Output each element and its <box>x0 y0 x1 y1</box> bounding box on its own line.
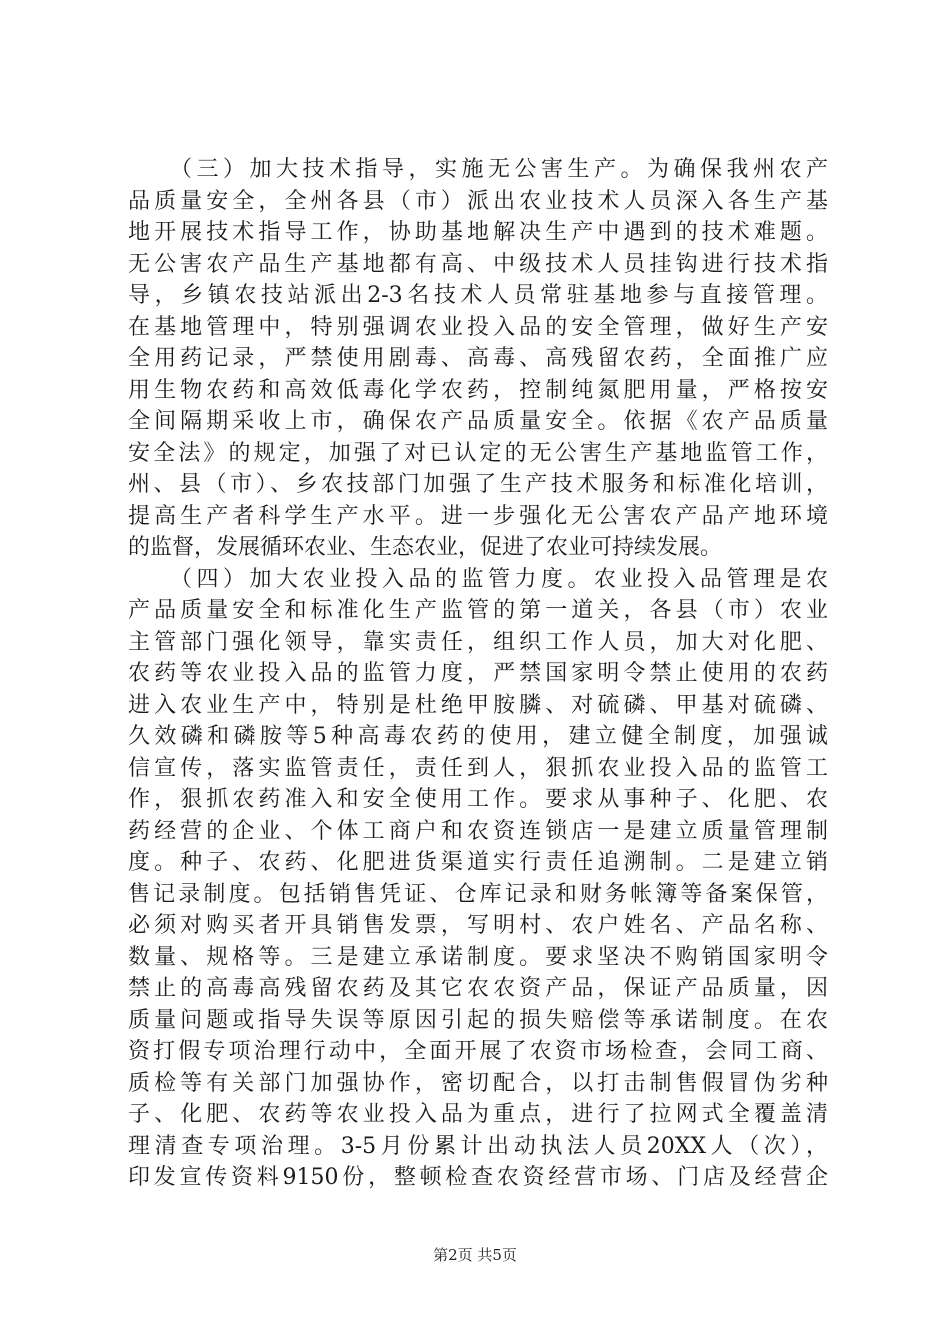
page-number-footer: 第2页 共5页 <box>433 1246 517 1264</box>
text-line: 进入农业生产中，特别是杜绝甲胺膦、对硫磷、甲基对硫磷、 <box>128 692 828 718</box>
text-line: 导，乡镇农技站派出2-3名技术人员常驻基地参与直接管理。 <box>128 283 828 308</box>
text-line: 药经营的企业、个体工商户和农资连锁店一是建立质量管理制 <box>128 818 828 844</box>
text-line: 品质量安全，全州各县（市）派出农业技术人员深入各生产基 <box>128 188 828 214</box>
text-line: 信宣传，落实监管责任，责任到人，狠抓农业投入品的监管工 <box>128 755 828 781</box>
text-line: 作，狠抓农药准入和安全使用工作。要求从事种子、化肥、农 <box>128 787 828 812</box>
text-line: （三）加大技术指导，实施无公害生产。为确保我州农产 <box>128 157 828 182</box>
text-line: 子、化肥、农药等农业投入品为重点，进行了拉网式全覆盖清 <box>128 1102 828 1127</box>
text-line: 主管部门强化领导，靠实责任，组织工作人员，加大对化肥、 <box>128 629 828 655</box>
text-line: 州、县（市）、乡农技部门加强了生产技术服务和标准化培训， <box>128 472 828 497</box>
text-line: 地开展技术指导工作，协助基地解决生产中遇到的技术难题。 <box>128 220 828 245</box>
text-line: 久效磷和磷胺等5种高毒农药的使用，建立健全制度，加强诚 <box>128 724 828 749</box>
text-line: 提高生产者科学生产水平。进一步强化无公害农产品产地环境 <box>128 503 828 529</box>
text-line: 数量、规格等。三是建立承诺制度。要求坚决不购销国家明令 <box>128 944 828 970</box>
text-line: （四）加大农业投入品的监管力度。农业投入品管理是农 <box>128 566 828 592</box>
text-line: 度。种子、农药、化肥进货渠道实行责任追溯制。二是建立销 <box>128 850 828 875</box>
text-line: 无公害农产品生产基地都有高、中级技术人员挂钩进行技术指 <box>128 251 828 277</box>
text-line: 安全法》的规定，加强了对已认定的无公害生产基地监管工作， <box>128 440 828 466</box>
text-line: 质检等有关部门加强协作，密切配合，以打击制售假冒伪劣种 <box>128 1070 828 1096</box>
text-line: 售记录制度。包括销售凭证、仓库记录和财务帐簿等备案保管， <box>128 881 828 907</box>
text-line: 在基地管理中，特别强调农业投入品的安全管理，做好生产安 <box>128 314 828 340</box>
text-line: 用生物农药和高效低毒化学农药，控制纯氮肥用量，严格按安 <box>128 377 828 403</box>
text-line: 资打假专项治理行动中，全面开展了农资市场检查，会同工商、 <box>128 1039 828 1064</box>
text-line: 农药等农业投入品的监管力度，严禁国家明令禁止使用的农药 <box>128 661 828 686</box>
text-line: 全用药记录，严禁使用剧毒、高毒、高残留农药，全面推广应 <box>128 346 828 371</box>
text-line: 全间隔期采收上市，确保农产品质量安全。依据《农产品质量 <box>128 409 828 434</box>
text-line: 的监督，发展循环农业、生态农业，促进了农业可持续发展。 <box>128 535 723 560</box>
text-line: 质量问题或指导失误等原因引起的损失赔偿等承诺制度。在农 <box>128 1007 828 1033</box>
text-line: 必须对购买者开具销售发票，写明村、农户姓名、产品名称、 <box>128 913 828 938</box>
document-body <box>128 154 828 1194</box>
text-line: 印发宣传资料9150份，整顿检查农资经营市场、门店及经营企 <box>128 1165 828 1190</box>
text-line: 理清查专项治理。3-5月份累计出动执法人员20XX人（次）， <box>128 1133 828 1159</box>
text-line: 禁止的高毒高残留农药及其它农农资产品，保证产品质量，因 <box>128 976 828 1001</box>
text-line: 产品质量安全和标准化生产监管的第一道关，各县（市）农业 <box>128 598 828 623</box>
